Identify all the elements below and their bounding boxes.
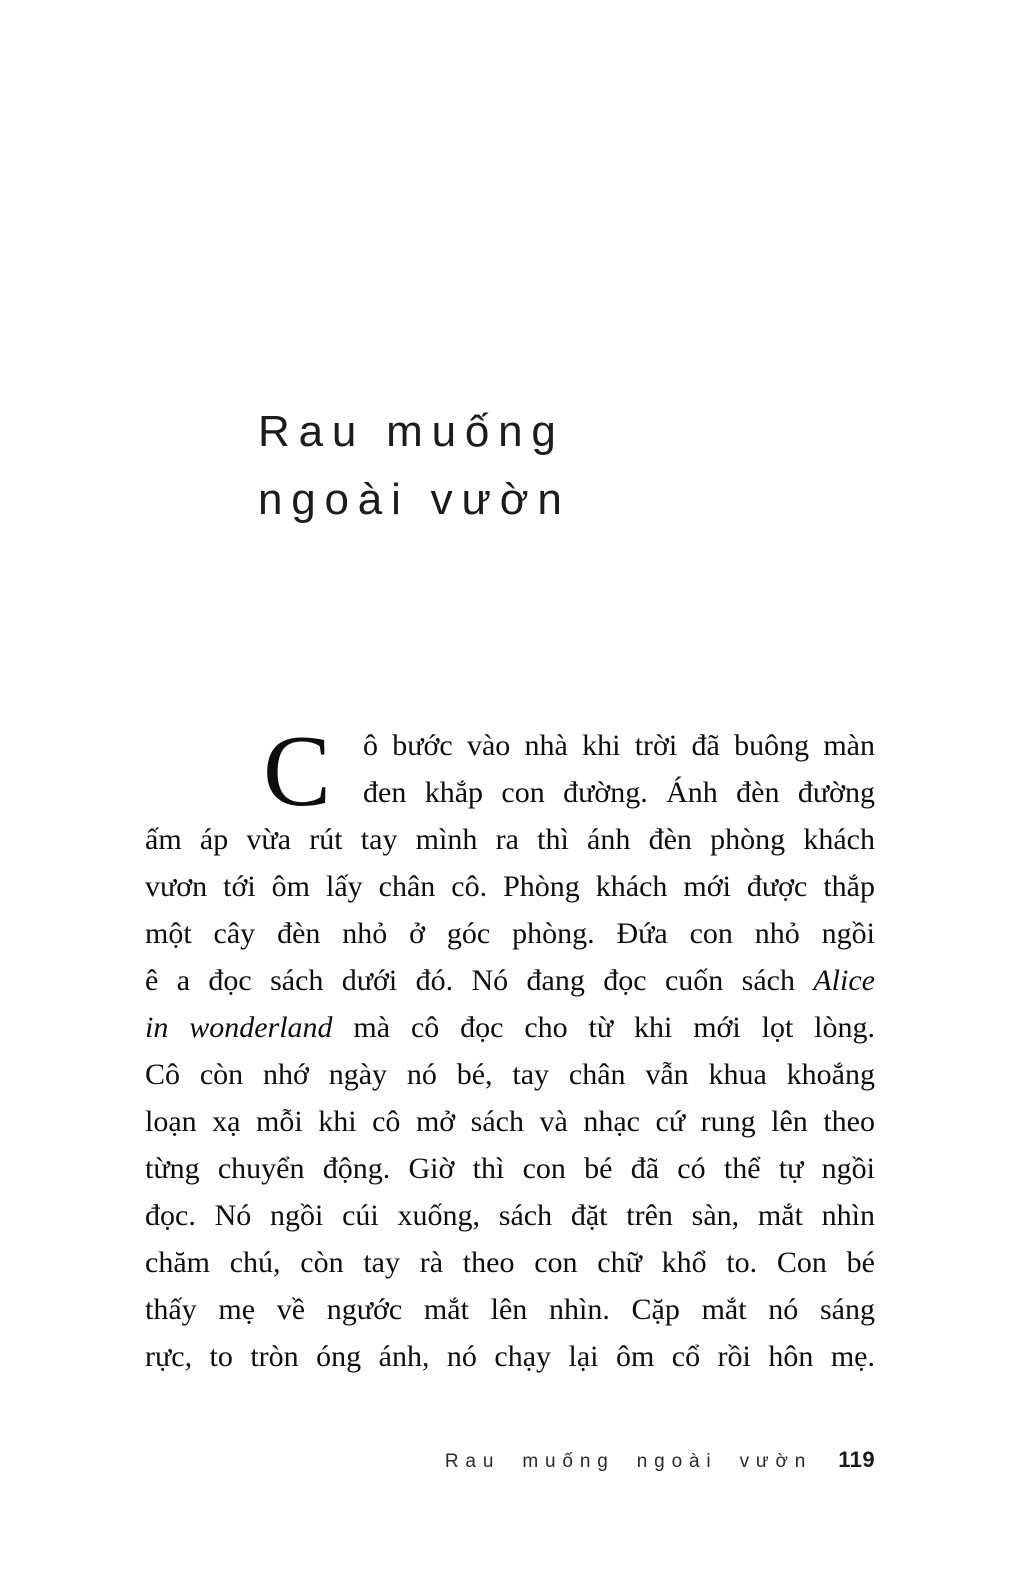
body-line (145, 1004, 875, 1051)
chapter-title (258, 398, 571, 534)
body-text-segment: từng chuyển động. Giờ thì con bé đã có thể tự ngồi (145, 1152, 875, 1185)
body-lines (145, 715, 875, 1380)
body-text-segment: vươn tới ôm lấy chân cô. Phòng khách mới được thắp (145, 870, 875, 903)
body-text-segment: ô bước vào nhà khi trời đã buông màn (363, 729, 875, 762)
body-text-segment-italic: Alice (813, 964, 875, 997)
page-footer (445, 1447, 875, 1473)
chapter-title-line-2: ngoài vườn (258, 475, 571, 524)
body-line (363, 722, 875, 769)
chapter-title-line-1: Rau muống (258, 407, 565, 456)
body-line (145, 1145, 875, 1192)
body-line (145, 1239, 875, 1286)
body-line (145, 910, 875, 957)
body-text-segment: một cây đèn nhỏ ở góc phòng. Đứa con nhỏ ngồi (145, 917, 875, 950)
body-text-segment: mà cô đọc cho từ khi mới lọt lòng. (332, 1011, 875, 1044)
footer-running-title: Rau muống ngoài vườn (444, 1451, 813, 1472)
body-text-segment: ê a đọc sách dưới đó. Nó đang đọc cuốn sách (145, 964, 814, 997)
body-text-segment: chăm chú, còn tay rà theo con chữ khổ to. Con bé (145, 1246, 875, 1279)
footer-page-number: 119 (838, 1447, 875, 1472)
body-line (145, 1286, 875, 1333)
body-line (145, 957, 875, 1004)
body-line (145, 1192, 875, 1239)
body-text-segment: Cô còn nhớ ngày nó bé, tay chân vẫn khua khoắng (145, 1058, 875, 1091)
body-text-segment: rực, to tròn óng ánh, nó chạy lại ôm cổ rồi hôn mẹ. (145, 1340, 875, 1373)
body-text-segment: thấy mẹ về ngước mắt lên nhìn. Cặp mắt nó sáng (145, 1293, 875, 1326)
body-line (145, 1051, 875, 1098)
body-line (145, 1098, 875, 1145)
body-line (145, 816, 875, 863)
body-line (145, 1333, 875, 1380)
drop-cap: C (263, 715, 332, 828)
body-line (145, 863, 875, 910)
body-text-segment-italic: in wonderland (145, 1011, 333, 1044)
body-paragraph (145, 715, 875, 1380)
body-text-segment: đọc. Nó ngồi cúi xuống, sách đặt trên sàn, mắt nhìn (145, 1199, 875, 1232)
body-line (363, 769, 875, 816)
body-text-segment: đen khắp con đường. Ánh đèn đường (363, 776, 875, 809)
body-text-segment: loạn xạ mỗi khi cô mở sách và nhạc cứ rung lên theo (145, 1105, 875, 1138)
body-text-segment: ấm áp vừa rút tay mình ra thì ánh đèn phòng khách (145, 823, 875, 856)
